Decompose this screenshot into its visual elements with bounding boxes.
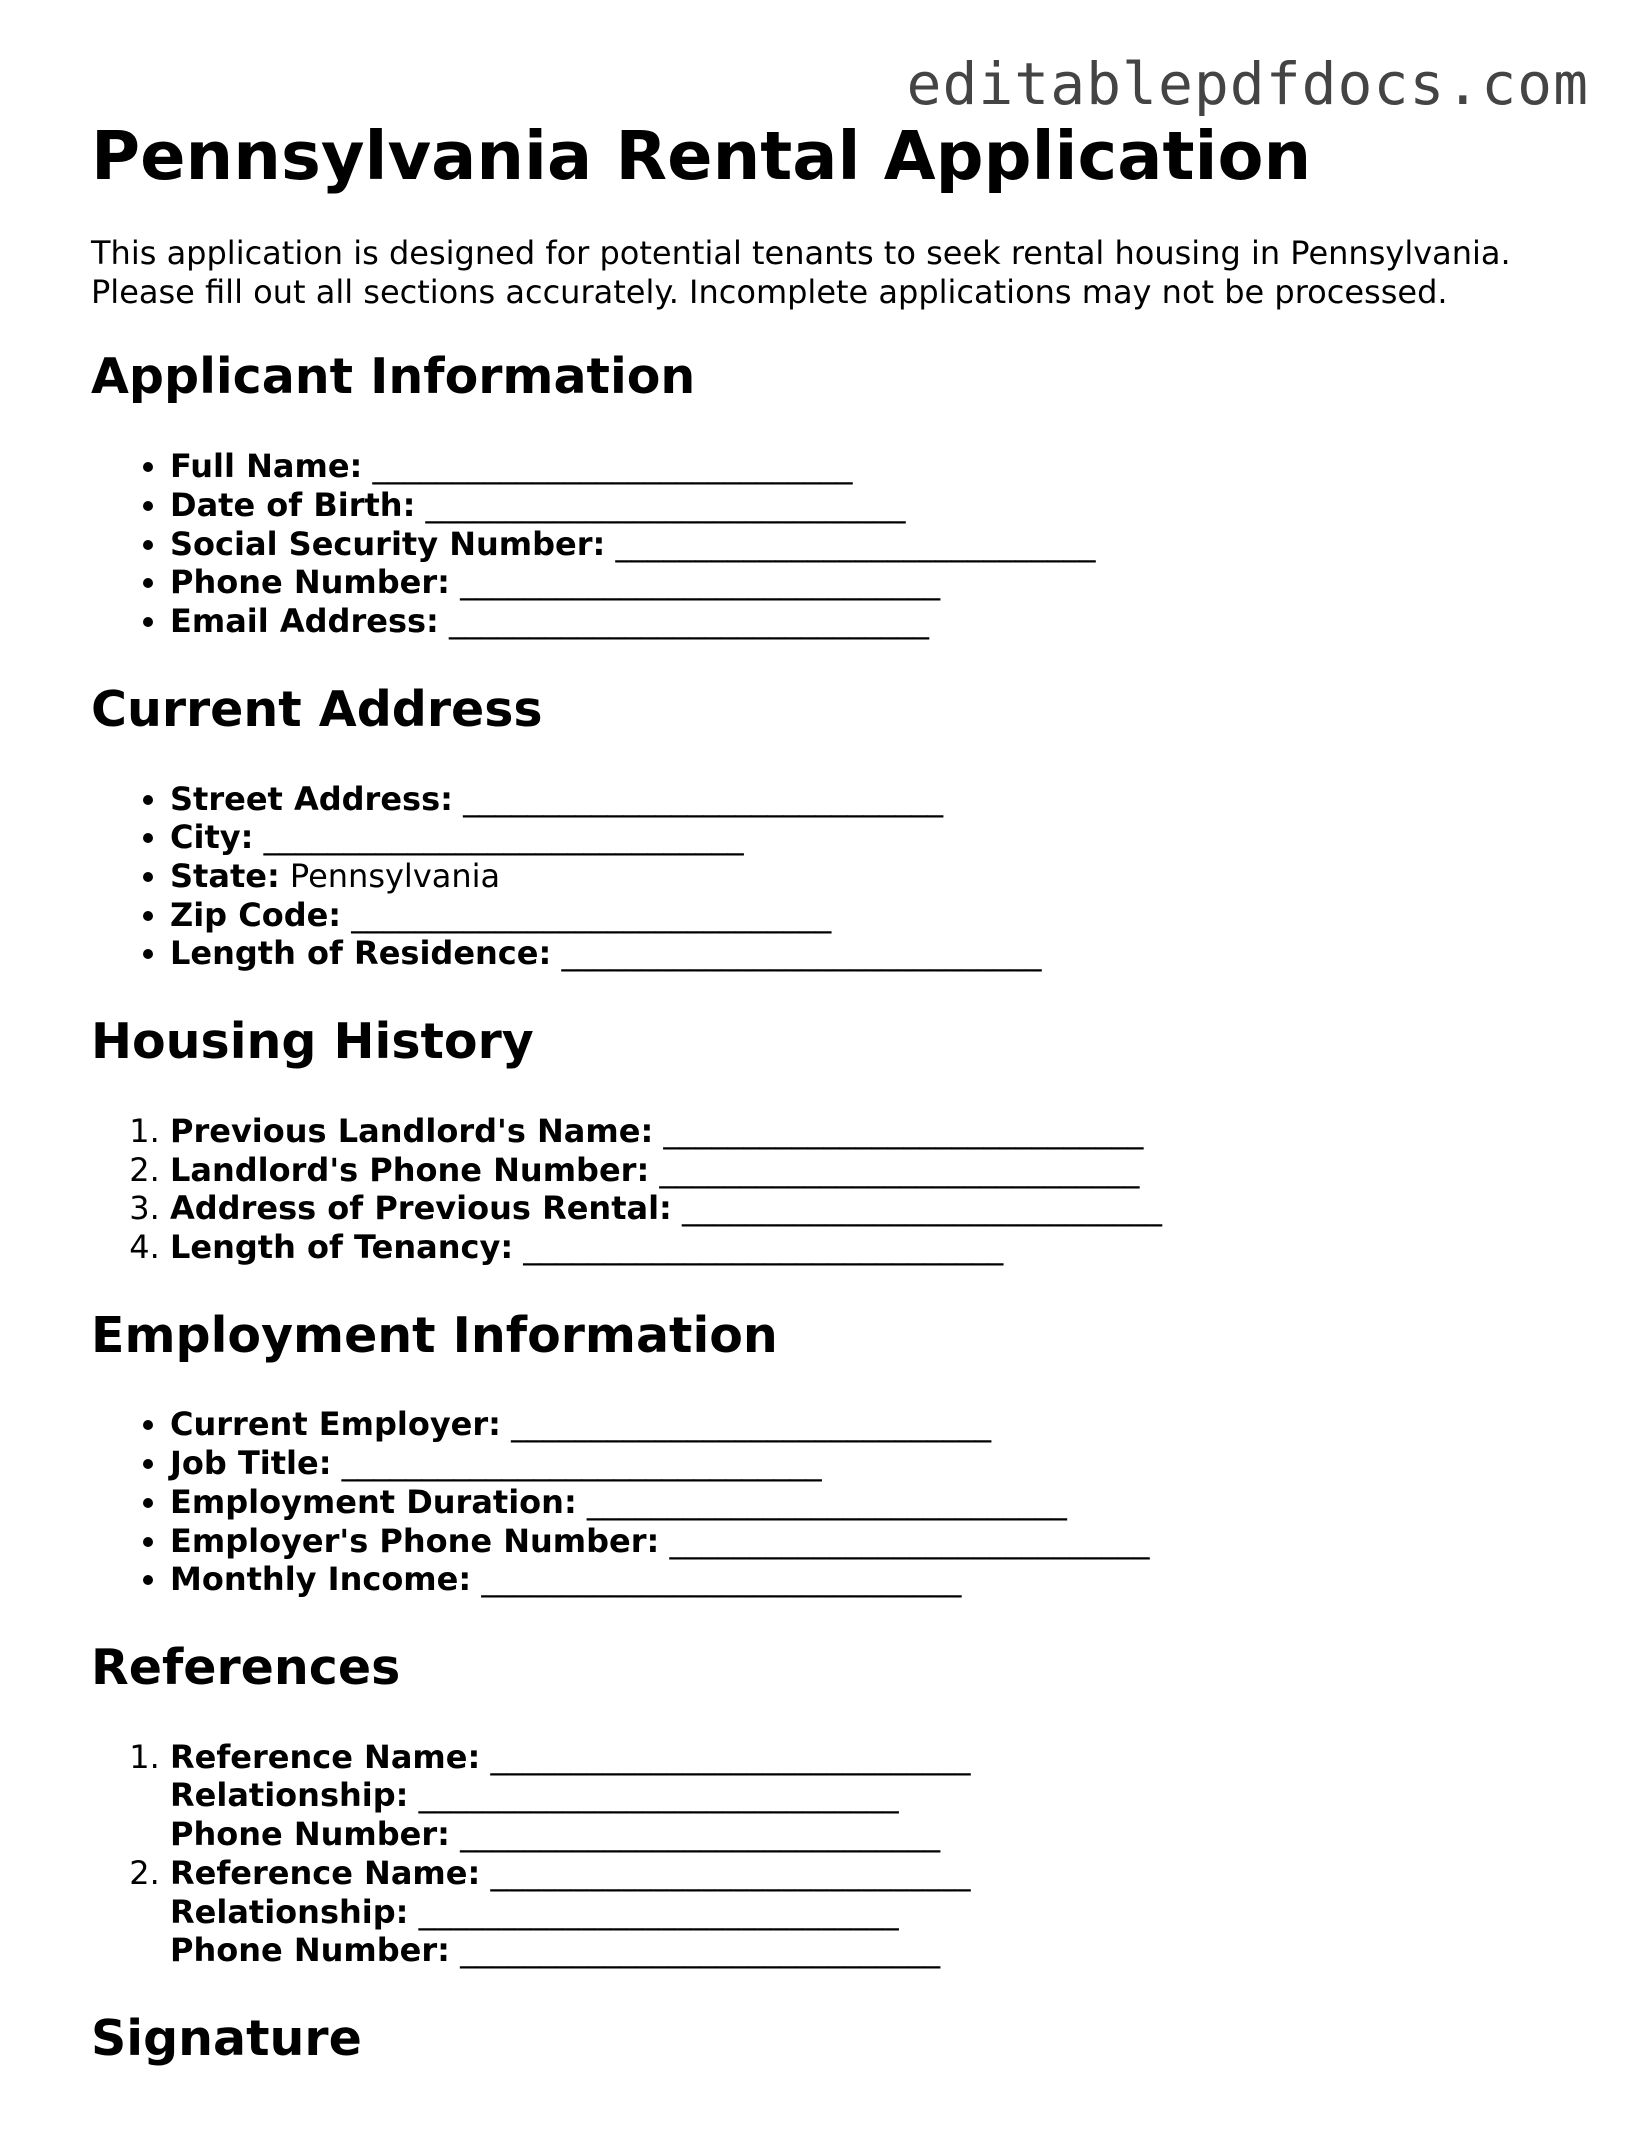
fill-in-blank[interactable]: ______________________________: [460, 563, 941, 602]
fill-in-blank[interactable]: ______________________________: [418, 1892, 899, 1931]
reference-entry: [170, 1738, 1591, 1854]
field-phone-number: [170, 563, 1591, 602]
field-label: Relationship:: [170, 1776, 409, 1815]
section-signature: [91, 2010, 1591, 2069]
reference-phone-line: [170, 1931, 1591, 1970]
field-label: Social Security Number:: [170, 524, 606, 563]
field-list: [91, 780, 1591, 974]
field-label: Current Employer:: [170, 1405, 501, 1444]
field-list: [91, 447, 1591, 641]
field-label: Phone Number:: [170, 1931, 450, 1970]
intro-paragraph: [91, 234, 1591, 312]
document-page: [91, 116, 1591, 2069]
reference-name-line: [170, 1854, 1591, 1893]
fill-in-blank[interactable]: ______________________________: [561, 934, 1042, 973]
field-label: Address of Previous Rental:: [170, 1189, 672, 1228]
field-date-of-birth: [170, 486, 1591, 525]
field-state: [170, 857, 1591, 896]
field-label: Employment Duration:: [170, 1482, 577, 1521]
field-label: Reference Name:: [170, 1737, 481, 1776]
fill-in-blank[interactable]: ______________________________: [615, 524, 1096, 563]
field-street-address: [170, 780, 1591, 819]
field-city: [170, 818, 1591, 857]
fill-in-blank[interactable]: ______________________________: [682, 1189, 1163, 1228]
fill-in-blank[interactable]: ______________________________: [511, 1405, 992, 1444]
field-label: Full Name:: [170, 447, 363, 486]
field-email-address: [170, 602, 1591, 641]
intro-line: Please fill out all sections accurately. Incomplete applications may not be processed.: [91, 273, 1448, 312]
field-label: City:: [170, 818, 254, 857]
section-heading: Applicant Information: [91, 348, 696, 406]
field-label: Relationship:: [170, 1892, 409, 1931]
fill-in-blank[interactable]: ______________________________: [425, 485, 906, 524]
section-heading: Housing History: [91, 1013, 534, 1071]
field-label: Phone Number:: [170, 1815, 450, 1854]
field-label: Job Title:: [170, 1444, 332, 1483]
fill-in-blank[interactable]: ______________________________: [463, 779, 944, 818]
section-heading: References: [91, 1638, 401, 1696]
field-social-security-number: [170, 525, 1591, 564]
field-label: Employer's Phone Number:: [170, 1521, 660, 1560]
reference-entry: [170, 1854, 1591, 1970]
section-employment-information: [91, 1307, 1591, 1599]
fill-in-blank[interactable]: ______________________________: [460, 1931, 941, 1970]
field-label: Phone Number:: [170, 563, 450, 602]
field-list: [91, 1112, 1591, 1267]
section-heading: Current Address: [91, 680, 543, 738]
fill-in-blank[interactable]: ______________________________: [659, 1150, 1140, 1189]
field-zip-code: [170, 896, 1591, 935]
section-heading: Signature: [91, 2009, 362, 2067]
section-current-address: [91, 681, 1591, 973]
field-label: Date of Birth:: [170, 485, 416, 524]
field-list: [91, 1738, 1591, 1970]
field-length-of-residence: [170, 934, 1591, 973]
intro-line: This application is designed for potential tenants to seek rental housing in Pennsylvania.: [91, 234, 1511, 273]
fill-in-blank[interactable]: ______________________________: [372, 447, 853, 486]
field-job-title: [170, 1444, 1591, 1483]
field-landlord-phone-number: [170, 1151, 1591, 1190]
field-label: Length of Residence:: [170, 934, 552, 973]
watermark: editablepdfdocs.com: [906, 50, 1589, 118]
fill-in-blank[interactable]: ______________________________: [351, 895, 832, 934]
field-label: Previous Landlord's Name:: [170, 1111, 654, 1150]
section-references: [91, 1639, 1591, 1970]
field-label: Zip Code:: [170, 895, 342, 934]
section-applicant-information: [91, 348, 1591, 640]
reference-relationship-line: [170, 1893, 1591, 1932]
field-label: Reference Name:: [170, 1853, 481, 1892]
field-list: [91, 1405, 1591, 1599]
reference-relationship-line: [170, 1776, 1591, 1815]
state-value: Pennsylvania: [289, 856, 501, 895]
fill-in-blank[interactable]: ______________________________: [449, 602, 929, 640]
fill-in-blank[interactable]: ______________________________: [341, 1444, 822, 1483]
fill-in-blank[interactable]: ______________________________: [490, 1853, 971, 1892]
field-label: Street Address:: [170, 779, 453, 818]
field-label: Landlord's Phone Number:: [170, 1150, 650, 1189]
fill-in-blank[interactable]: ______________________________: [586, 1482, 1067, 1521]
field-monthly-income: [170, 1560, 1591, 1599]
field-employer-phone-number: [170, 1522, 1591, 1561]
field-previous-landlord-name: [170, 1112, 1591, 1151]
field-label: Length of Tenancy:: [170, 1227, 514, 1266]
fill-in-blank[interactable]: ______________________________: [460, 1815, 941, 1854]
fill-in-blank[interactable]: ______________________________: [418, 1776, 899, 1815]
fill-in-blank[interactable]: ______________________________: [663, 1111, 1144, 1150]
fill-in-blank[interactable]: ______________________________: [669, 1521, 1150, 1560]
field-address-of-previous-rental: [170, 1189, 1591, 1228]
reference-name-line: [170, 1738, 1591, 1777]
field-full-name: [170, 447, 1591, 486]
field-length-of-tenancy: [170, 1228, 1591, 1267]
field-label: Monthly Income:: [170, 1560, 472, 1599]
fill-in-blank[interactable]: ______________________________: [490, 1737, 971, 1776]
field-label: Email Address:: [170, 602, 439, 640]
field-label: State:: [170, 856, 280, 895]
reference-phone-line: [170, 1815, 1591, 1854]
fill-in-blank[interactable]: ______________________________: [481, 1560, 962, 1599]
field-current-employer: [170, 1405, 1591, 1444]
field-employment-duration: [170, 1483, 1591, 1522]
page-title: Pennsylvania Rental Application: [91, 117, 1312, 195]
section-heading: Employment Information: [91, 1306, 778, 1364]
fill-in-blank[interactable]: ______________________________: [523, 1227, 1004, 1266]
fill-in-blank[interactable]: ______________________________: [263, 818, 744, 857]
section-housing-history: [91, 1013, 1591, 1267]
